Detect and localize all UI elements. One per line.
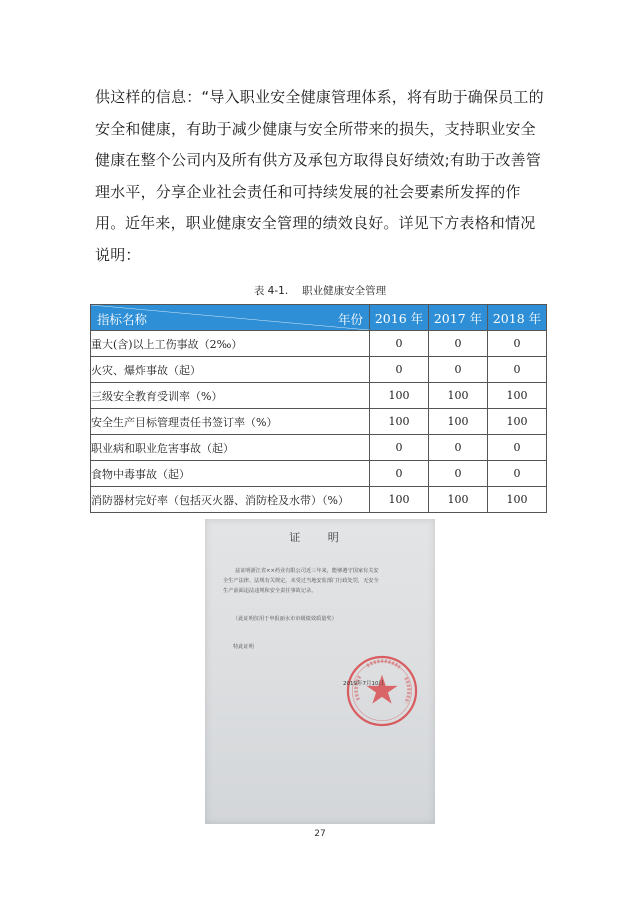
row-indicator-name: 安全生产目标管理责任书签订率（%） [91, 409, 370, 435]
body-paragraph-2: 近年来，职业健康安全管理的绩效良好。详见下方表格和情况说明： [95, 214, 536, 264]
row-value-2016: 100 [370, 409, 429, 435]
row-value-2017: 0 [429, 461, 488, 487]
table-row [91, 409, 547, 435]
row-value-2018: 0 [488, 435, 547, 461]
table-row [91, 357, 547, 383]
page-number: 27 [314, 829, 326, 839]
certificate-title: 证 明 [289, 531, 351, 544]
certificate-text-line: （此证明仅用于申报丽水市市级绩效质量奖） [233, 616, 337, 622]
certificate-closing: 特此证明 [233, 644, 254, 650]
certificate-text-line: 生产前面违法违规和安全责任事故记录。 [223, 588, 317, 594]
header-year-2016: 2016 年 [370, 305, 429, 331]
row-value-2017: 0 [429, 331, 488, 357]
row-value-2017: 100 [429, 409, 488, 435]
header-diagonal-cell [91, 305, 370, 331]
table-row [91, 461, 547, 487]
row-indicator-name: 重大(含)以上工伤事故（2‰） [91, 331, 370, 357]
row-value-2018: 0 [488, 357, 547, 383]
table-row [91, 331, 547, 357]
row-indicator-name: 火灾、爆炸事故（起） [91, 357, 370, 383]
body-paragraph-1: 供这样的信息：“导入职业安全健康管理体系，将有助于确保员工的安全和健康，有助于减少健康与安全所带来的损失，支持职业安全健康在整个公司内及所有供方及承包方取得良好绩效;有助于改善管理水平，分享企业社会责任和可持续发展的社会要素所发挥的作用。 [95, 88, 544, 232]
table-caption-number: 表 4-1. [253, 285, 289, 297]
table-row [91, 487, 547, 513]
header-indicator-name: 指标名称 [97, 312, 148, 327]
row-value-2016: 0 [370, 331, 429, 357]
table-row [91, 435, 547, 461]
certificate-photo [205, 519, 435, 824]
row-value-2017: 0 [429, 435, 488, 461]
row-value-2017: 100 [429, 383, 488, 409]
row-indicator-name: 消防器材完好率（包括灭火器、消防栓及水带）（%） [91, 487, 370, 513]
table-row [91, 383, 547, 409]
row-value-2018: 100 [488, 487, 547, 513]
row-value-2018: 100 [488, 409, 547, 435]
table-header-row [91, 305, 547, 331]
row-value-2018: 0 [488, 331, 547, 357]
table-caption-title: 职业健康安全管理 [302, 285, 387, 297]
row-value-2016: 100 [370, 487, 429, 513]
row-value-2016: 0 [370, 461, 429, 487]
row-indicator-name: 三级安全教育受训率（%） [91, 383, 370, 409]
row-indicator-name: 食物中毒事故（起） [91, 461, 370, 487]
certificate-date: 2019年7月10日 [343, 681, 384, 687]
row-value-2017: 0 [429, 357, 488, 383]
row-value-2018: 0 [488, 461, 547, 487]
safety-metrics-table [90, 304, 547, 513]
row-value-2017: 100 [429, 487, 488, 513]
row-indicator-name: 职业病和职业危害事故（起） [91, 435, 370, 461]
header-year-2018: 2018 年 [488, 305, 547, 331]
row-value-2016: 100 [370, 383, 429, 409]
row-value-2018: 100 [488, 383, 547, 409]
row-value-2016: 0 [370, 435, 429, 461]
header-year-2017: 2017 年 [429, 305, 488, 331]
row-value-2016: 0 [370, 357, 429, 383]
certificate-text-line: 全生产法律、法规有关规定，未受过当地安监部门行政处罚，无安全 [223, 578, 379, 584]
table-caption [0, 283, 640, 298]
certificate-text-line: 兹证明浙江省××药业有限公司近三年来，能够遵守国家有关安 [235, 568, 379, 574]
official-seal-icon [345, 654, 419, 728]
header-year-label: 年份 [337, 312, 363, 327]
